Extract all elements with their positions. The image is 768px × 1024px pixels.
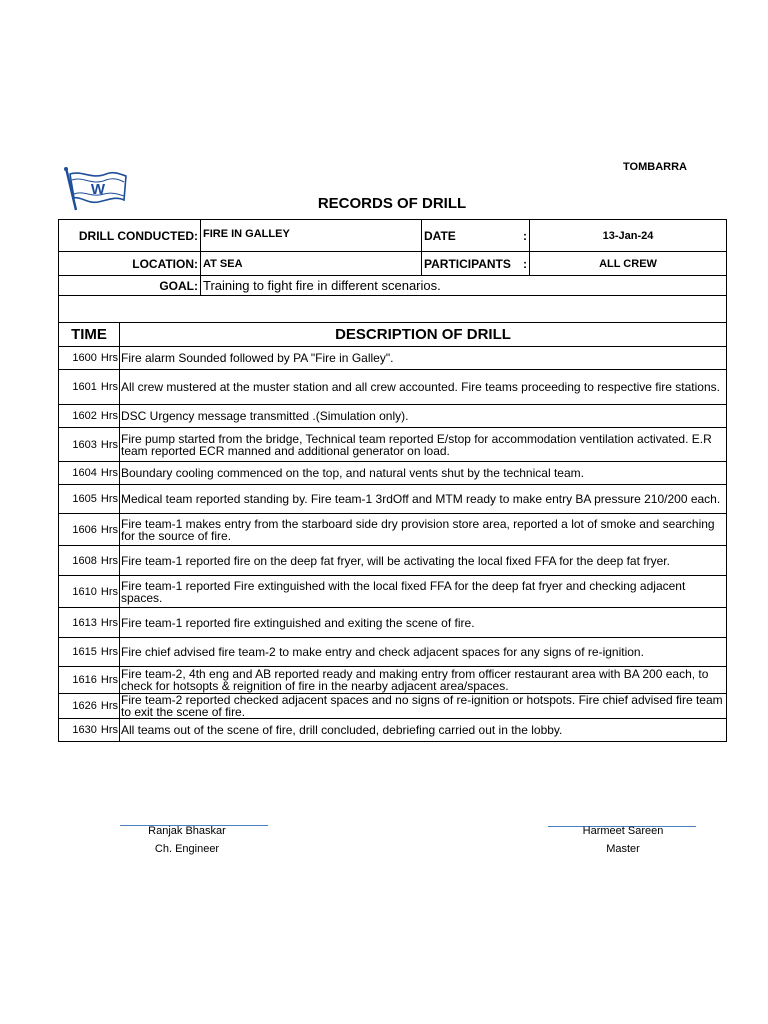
drill-description: Fire team-2, 4th eng and AB reported ready and making entry from officer restaurant area with BA 200 each, to check for hotsopts & reignition of fire in the nearby adjacent area/spaces. (120, 667, 727, 694)
drill-time-cell (59, 576, 120, 608)
drill-row (59, 428, 727, 462)
drill-time-cell (59, 485, 120, 514)
drill-time: 1606 (72, 523, 97, 536)
drill-time-cell (59, 638, 120, 667)
drill-time-unit: Hrs (100, 585, 118, 598)
drill-time-unit: Hrs (100, 724, 118, 736)
drill-time: 1626 (72, 700, 97, 712)
drill-time-cell (59, 719, 120, 742)
drill-table-header-row (59, 323, 727, 347)
drill-time: 1613 (72, 616, 97, 629)
drill-time-unit: Hrs (100, 554, 118, 567)
drill-time-unit: Hrs (100, 616, 118, 629)
drill-description: Fire alarm Sounded followed by PA "Fire in Galley". (120, 347, 727, 370)
drill-time-unit: Hrs (100, 438, 118, 451)
logo-letter: W (90, 181, 106, 198)
header-row-drill (59, 220, 727, 252)
drill-time-unit: Hrs (100, 493, 118, 505)
drill-description: Fire pump started from the bridge, Technical team reported E/stop for accommodation ventilation activated. E.R team reported ECR manned and additional generator on load. (120, 428, 727, 462)
drill-row (59, 485, 727, 514)
drill-time-cell (59, 667, 120, 694)
drill-description: Fire team-1 reported Fire extinguished with the local fixed FFA for the deep fat fryer and checking adjacent spaces. (120, 576, 727, 608)
drill-description: DSC Urgency message transmitted .(Simulation only). (120, 405, 727, 428)
header-row-blank (59, 296, 727, 323)
drill-time-cell (59, 462, 120, 485)
drill-description: Fire team-1 makes entry from the starboard side dry provision store area, reported a lot of smoke and searching for the source of fire. (120, 514, 727, 546)
blank-cell (59, 296, 727, 323)
drill-time-cell (59, 546, 120, 576)
goal-value: Training to fight fire in different scenarios. (201, 276, 727, 296)
signature-name-right: Harmeet Sareen (582, 825, 664, 837)
drill-row (59, 347, 727, 370)
document-title: RECORDS OF DRILL (317, 195, 467, 212)
drill-description: Medical team reported standing by. Fire team-1 3rdOff and MTM ready to make entry BA pressure 210/200 each. (120, 485, 727, 514)
time-column-header: TIME (59, 323, 120, 347)
signature-name-left: Ranjak Bhaskar (148, 825, 226, 837)
description-column-header: DESCRIPTION OF DRILL (120, 323, 727, 347)
date-label-cell (422, 220, 530, 252)
drill-time: 1610 (72, 585, 97, 598)
drill-conducted-label: DRILL CONDUCTED: (59, 220, 201, 252)
drill-time: 1615 (72, 646, 97, 658)
drill-row (59, 694, 727, 719)
participants-colon: : (523, 256, 527, 271)
drill-time: 1605 (72, 493, 97, 505)
drill-time-cell (59, 514, 120, 546)
drill-time: 1601 (72, 381, 97, 393)
header-row-goal (59, 276, 727, 296)
vessel-name: TOMBARRA (623, 161, 687, 173)
drill-row (59, 667, 727, 694)
drill-description: Fire team-1 reported fire extinguished and exiting the scene of fire. (120, 608, 727, 638)
drill-row (59, 405, 727, 428)
drill-time: 1608 (72, 554, 97, 567)
signature-role-left: Ch. Engineer (154, 843, 220, 855)
drill-time: 1604 (72, 467, 97, 479)
drill-time-unit: Hrs (100, 646, 118, 658)
drill-time-cell (59, 347, 120, 370)
drill-row (59, 370, 727, 405)
drill-time-unit: Hrs (100, 674, 118, 686)
participants-label: PARTICIPANTS (424, 256, 511, 271)
drill-time-unit: Hrs (100, 700, 118, 712)
drill-time-cell (59, 608, 120, 638)
drill-time-unit: Hrs (100, 467, 118, 479)
drill-row (59, 608, 727, 638)
drill-header-table (58, 219, 727, 323)
drill-time-cell (59, 405, 120, 428)
drill-time: 1616 (72, 674, 97, 686)
flag-w-logo-icon (62, 166, 128, 212)
drill-row (59, 514, 727, 546)
drill-time-unit: Hrs (100, 410, 118, 422)
drill-description: Fire team-1 reported fire on the deep fat fryer, will be activating the local fixed FFA for the deep fat fryer. (120, 546, 727, 576)
date-value: 13-Jan-24 (530, 220, 727, 252)
drill-time-unit: Hrs (100, 523, 118, 536)
signature-role-right: Master (606, 843, 640, 855)
date-colon: : (523, 228, 527, 243)
drill-description: All teams out of the scene of fire, drill concluded, debriefing carried out in the lobby. (120, 719, 727, 742)
drill-time: 1602 (72, 410, 97, 422)
goal-label: GOAL: (59, 276, 201, 296)
drill-timeline-table (58, 322, 727, 742)
drill-row (59, 576, 727, 608)
drill-conducted-value: FIRE IN GALLEY (201, 220, 422, 252)
drill-time-cell (59, 694, 120, 719)
drill-time: 1630 (72, 724, 97, 736)
drill-description: Fire chief advised fire team-2 to make entry and check adjacent spaces for any signs of re-ignition. (120, 638, 727, 667)
participants-value: ALL CREW (530, 252, 727, 276)
participants-label-cell (422, 252, 530, 276)
drill-time-unit: Hrs (100, 381, 118, 393)
drill-row (59, 462, 727, 485)
drill-description: Boundary cooling commenced on the top, and natural vents shut by the technical team. (120, 462, 727, 485)
header-row-location (59, 252, 727, 276)
drill-time-unit: Hrs (100, 352, 118, 364)
date-label: DATE (424, 228, 456, 243)
location-value: AT SEA (201, 252, 422, 276)
drill-description: All crew mustered at the muster station and all crew accounted. Fire teams proceeding to respective fire stations. (120, 370, 727, 405)
drill-time-cell (59, 370, 120, 405)
drill-row (59, 719, 727, 742)
drill-time: 1603 (72, 438, 97, 451)
drill-description: Fire team-2 reported checked adjacent spaces and no signs of re-ignition or hotspots. Fire chief advised fire team to exit the scene of fire. (120, 694, 727, 719)
drill-row (59, 638, 727, 667)
drill-time: 1600 (72, 352, 97, 364)
drill-time-cell (59, 428, 120, 462)
location-label: LOCATION: (59, 252, 201, 276)
drill-row (59, 546, 727, 576)
